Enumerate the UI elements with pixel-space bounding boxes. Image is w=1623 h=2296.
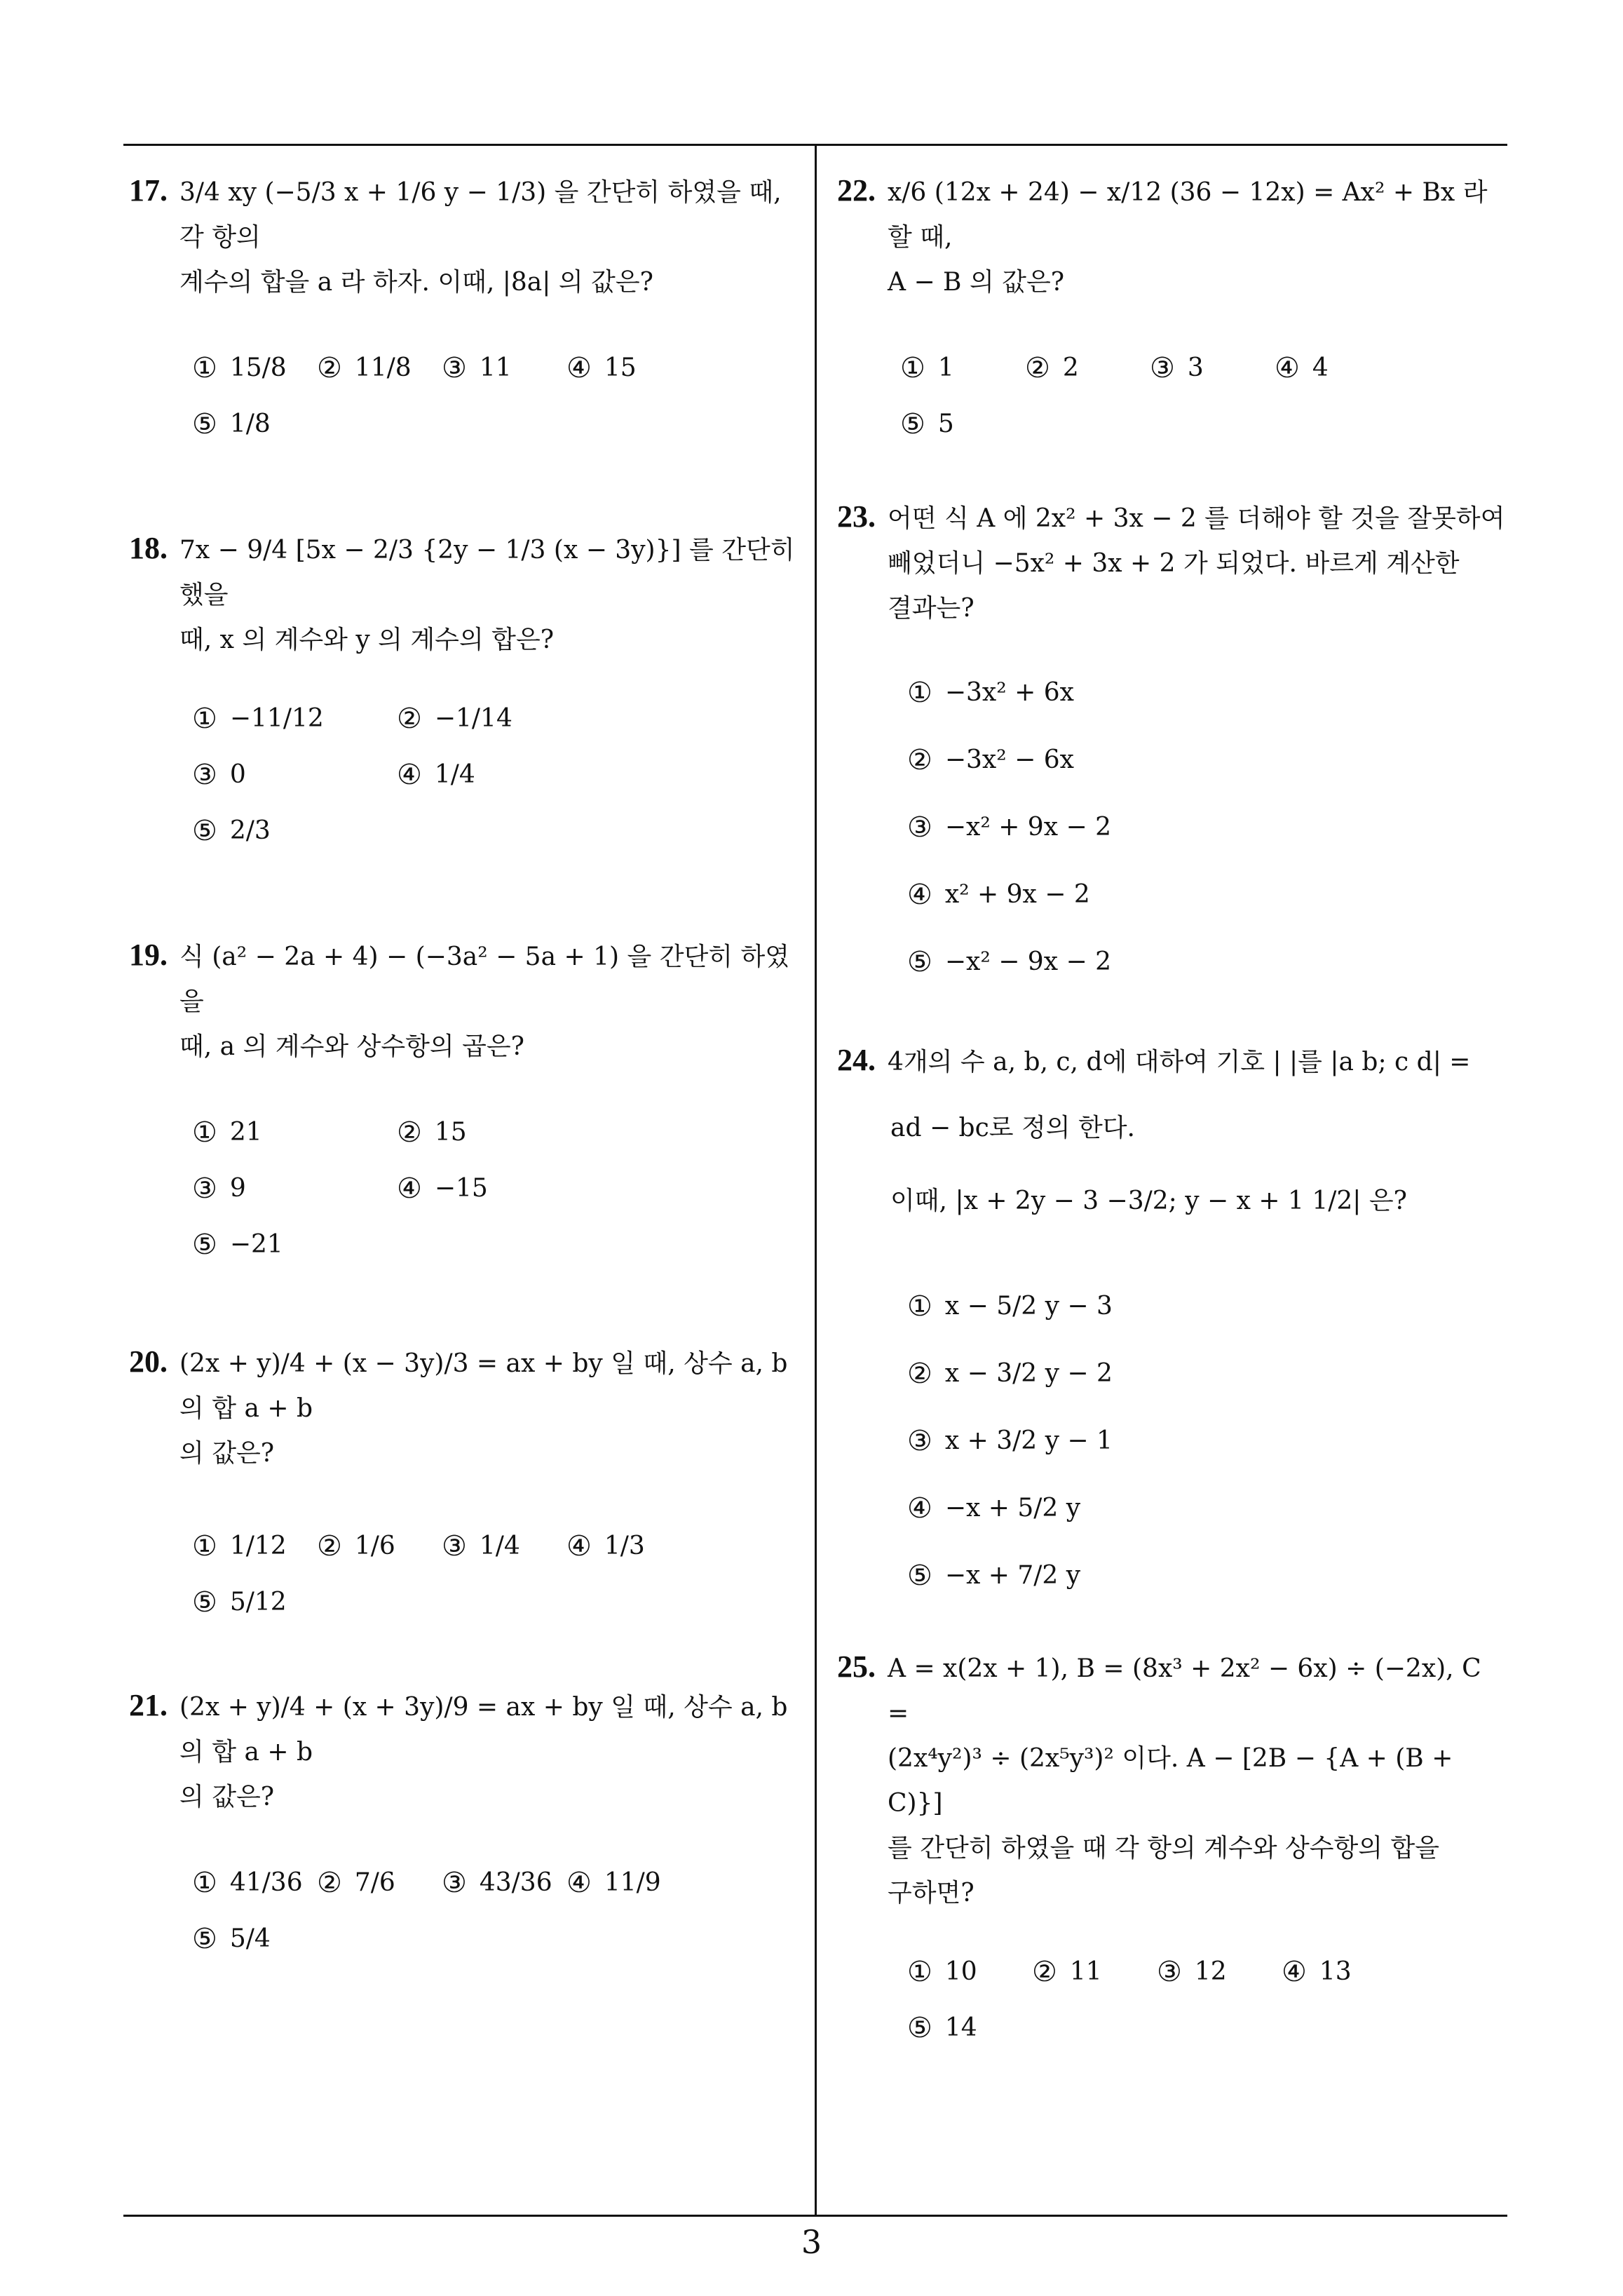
choice-value: 15 xyxy=(434,1118,467,1147)
choice-mark: ⑤ xyxy=(192,1923,217,1955)
question-expression: 식 (a² − 2a + 4) − (−3a² − 5a + 1) xyxy=(179,943,620,971)
choice-5[interactable] xyxy=(192,1911,317,1967)
choice-mark: ② xyxy=(1025,352,1050,384)
choice-value: 1/12 xyxy=(229,1532,287,1560)
question-text: 의 값은? xyxy=(179,1783,275,1811)
choice-4[interactable] xyxy=(1282,1944,1406,2000)
choice-mark: ③ xyxy=(907,1425,932,1457)
choice-mark: ② xyxy=(907,744,932,776)
choice-2[interactable] xyxy=(317,1855,442,1911)
question-17 xyxy=(129,168,802,452)
choice-value: 5/4 xyxy=(229,1924,271,1953)
question-number: 19. xyxy=(129,938,168,972)
choice-value: 14 xyxy=(944,2013,977,2042)
choice-mark: ④ xyxy=(566,352,592,384)
choice-mark: ④ xyxy=(397,759,422,791)
choice-mark: ① xyxy=(907,1956,932,1988)
question-expression: (2x + y)/4 + (x − 3y)/3 = ax + by xyxy=(179,1349,603,1378)
choice-3[interactable] xyxy=(442,340,566,396)
question-text: 의 값은? xyxy=(179,1439,275,1468)
choice-4[interactable] xyxy=(566,340,691,396)
question-23 xyxy=(837,494,1510,996)
choice-mark: ③ xyxy=(192,759,217,791)
choice-value: −x + 7/2 y xyxy=(944,1561,1081,1590)
choice-mark: ① xyxy=(192,1530,217,1562)
choice-value: 1 xyxy=(937,353,954,382)
choice-1[interactable] xyxy=(192,340,317,396)
choice-5[interactable] xyxy=(900,396,1025,452)
choice-value: 1/3 xyxy=(604,1532,645,1560)
choices xyxy=(129,1105,802,1273)
choice-mark: ① xyxy=(907,1290,932,1323)
choice-value: 12 xyxy=(1194,1957,1227,1986)
choice-2[interactable] xyxy=(1025,340,1150,396)
choice-5[interactable] xyxy=(192,1574,317,1630)
choice-4[interactable] xyxy=(397,1161,602,1217)
choice-mark: ⑤ xyxy=(192,1586,217,1619)
question-number: 17. xyxy=(129,173,168,208)
choice-value: 21 xyxy=(229,1118,262,1147)
choice-1[interactable] xyxy=(900,340,1025,396)
choice-value: −3x² − 6x xyxy=(944,745,1074,774)
choice-2[interactable] xyxy=(907,727,1214,794)
choice-1[interactable] xyxy=(907,659,1214,727)
question-21 xyxy=(129,1683,802,1967)
choice-3[interactable] xyxy=(442,1855,566,1911)
choice-value: 7/6 xyxy=(354,1868,395,1897)
choice-value: 43/36 xyxy=(479,1868,552,1897)
choice-value: 1/4 xyxy=(434,760,475,789)
question-number: 21. xyxy=(129,1688,168,1722)
choice-mark: ④ xyxy=(907,1492,932,1525)
choice-mark: ⑤ xyxy=(907,2012,932,2044)
question-text: 때, x 의 계수와 y 의 계수의 합은? xyxy=(179,626,555,654)
choice-mark: ④ xyxy=(566,1867,592,1899)
choice-value: 4 xyxy=(1312,353,1329,382)
bottom-rule xyxy=(123,2215,1507,2217)
choice-value: −21 xyxy=(229,1230,283,1259)
choice-4[interactable] xyxy=(907,1475,1214,1542)
choice-value: 11 xyxy=(1069,1957,1102,1986)
question-text: (2x⁴y²)³ ÷ (2x⁵y³)² 이다. A − [2B − {A + (B + C)}] xyxy=(888,1744,1453,1818)
question-19 xyxy=(129,933,802,1273)
question-text: 를 간단히 했을 xyxy=(179,536,795,609)
choice-value: −x + 5/2 y xyxy=(944,1494,1081,1522)
choice-value: 0 xyxy=(229,760,246,789)
choice-1[interactable] xyxy=(907,1944,1032,2000)
choice-value: 9 xyxy=(229,1174,246,1203)
choice-3[interactable] xyxy=(907,794,1214,861)
question-number: 18. xyxy=(129,531,168,565)
choice-mark: ③ xyxy=(1150,352,1175,384)
choice-mark: ⑤ xyxy=(192,1229,217,1261)
choice-3[interactable] xyxy=(192,1161,397,1217)
choice-mark: ③ xyxy=(442,352,467,384)
choice-5[interactable] xyxy=(192,803,397,859)
choice-value: 2/3 xyxy=(229,816,271,845)
choice-1[interactable] xyxy=(192,1105,397,1161)
question-20 xyxy=(129,1339,802,1630)
choice-mark: ② xyxy=(317,1867,342,1899)
choice-value: 5/12 xyxy=(229,1588,287,1616)
choice-3[interactable] xyxy=(192,747,397,803)
choices xyxy=(837,1273,1510,1609)
question-text: 을 간단히 하였을 xyxy=(179,943,790,1016)
choice-2[interactable] xyxy=(907,1340,1214,1407)
choice-mark: ③ xyxy=(442,1530,467,1562)
choice-3[interactable] xyxy=(907,1407,1214,1475)
choice-mark: ③ xyxy=(907,811,932,844)
choice-value: −x² − 9x − 2 xyxy=(944,947,1111,976)
choice-value: 3 xyxy=(1187,353,1204,382)
choices xyxy=(129,1855,802,1967)
choice-value: 2 xyxy=(1062,353,1079,382)
choice-4[interactable] xyxy=(566,1855,691,1911)
choice-4[interactable] xyxy=(566,1518,691,1574)
choice-mark: ② xyxy=(1032,1956,1057,1988)
choice-mark: ② xyxy=(397,703,422,735)
choice-mark: ⑤ xyxy=(907,1560,932,1592)
question-text: 를 간단히 하였을 때 각 항의 계수와 상수항의 합을 xyxy=(888,1834,1440,1863)
question-text: 라 할 때, xyxy=(888,178,1488,252)
choice-value: −15 xyxy=(434,1174,488,1203)
choice-mark: ① xyxy=(192,1867,217,1899)
choice-2[interactable] xyxy=(397,1105,602,1161)
choice-mark: ④ xyxy=(397,1173,422,1205)
choice-value: 1/8 xyxy=(229,410,271,438)
choice-2[interactable] xyxy=(317,340,442,396)
choice-value: −11/12 xyxy=(229,704,324,733)
question-number: 23. xyxy=(837,499,876,534)
question-text: ad − bc로 정의 한다. xyxy=(890,1114,1135,1142)
question-text: 때, a 의 계수와 상수항의 곱은? xyxy=(179,1032,524,1061)
choice-5[interactable] xyxy=(907,2000,1032,2056)
question-number: 22. xyxy=(837,173,876,208)
page-number: 3 xyxy=(801,2223,822,2261)
choice-value: 10 xyxy=(944,1957,977,1986)
choice-3[interactable] xyxy=(442,1518,566,1574)
choice-mark: ① xyxy=(192,1116,217,1149)
choice-mark: ② xyxy=(397,1116,422,1149)
choice-value: x + 3/2 y − 1 xyxy=(944,1426,1113,1455)
question-text: 빼었더니 −5x² + 3x + 2 가 되었다. 바르게 계산한 xyxy=(888,549,1460,578)
choice-value: x − 3/2 y − 2 xyxy=(944,1359,1113,1388)
choice-mark: ⑤ xyxy=(192,408,217,440)
choice-value: −3x² + 6x xyxy=(944,678,1074,707)
choice-1[interactable] xyxy=(192,691,397,747)
choice-value: x² + 9x − 2 xyxy=(944,880,1090,909)
choice-4[interactable] xyxy=(907,861,1214,928)
question-number: 24. xyxy=(837,1043,876,1077)
question-text: 결과는? xyxy=(888,594,975,623)
choice-value: 41/36 xyxy=(229,1868,303,1897)
question-18 xyxy=(129,526,802,859)
choice-mark: ③ xyxy=(442,1867,467,1899)
choice-value: −1/14 xyxy=(434,704,512,733)
question-text: 일 때, 상수 a, b의 합 a + b xyxy=(179,1693,788,1767)
choice-value: 11/8 xyxy=(354,353,412,382)
question-text: 어떤 식 A 에 2x² + 3x − 2 를 더해야 할 것을 잘못하여 xyxy=(888,504,1505,533)
choice-5[interactable] xyxy=(907,928,1214,996)
question-text: 4개의 수 a, b, c, d에 대하여 기호 | |를 |a b; c d| = xyxy=(888,1048,1471,1076)
question-text: 이때, |x + 2y − 3 −3/2; y − x + 1 1/2| 은? xyxy=(890,1187,1407,1215)
choice-1[interactable] xyxy=(192,1518,317,1574)
choice-1[interactable] xyxy=(192,1855,317,1911)
choice-value: 1/6 xyxy=(354,1532,395,1560)
question-text: 계수의 합을 a 라 하자. 이때, |8a| 의 값은? xyxy=(179,268,653,297)
choice-value: 15 xyxy=(604,353,637,382)
choice-mark: ② xyxy=(317,1530,342,1562)
question-text: 일 때, 상수 a, b의 합 a + b xyxy=(179,1349,788,1423)
question-text: 구하면? xyxy=(888,1879,975,1907)
choice-mark: ④ xyxy=(907,879,932,911)
question-25 xyxy=(837,1645,1510,2056)
choice-5[interactable] xyxy=(907,1542,1214,1609)
choice-2[interactable] xyxy=(397,691,602,747)
choice-mark: ⑤ xyxy=(907,946,932,978)
question-24 xyxy=(837,1038,1510,1609)
question-number: 20. xyxy=(129,1344,168,1379)
choice-value: 13 xyxy=(1319,1957,1352,1986)
choice-mark: ③ xyxy=(1157,1956,1182,1988)
choice-4[interactable] xyxy=(1275,340,1399,396)
choices xyxy=(837,1944,1510,2056)
choices xyxy=(129,340,802,452)
choice-3[interactable] xyxy=(1150,340,1275,396)
choices xyxy=(129,691,802,859)
column-divider xyxy=(815,144,817,2216)
choice-value: 1/4 xyxy=(479,1532,520,1560)
question-22 xyxy=(837,168,1510,452)
choice-2[interactable] xyxy=(1032,1944,1157,2000)
question-number: 25. xyxy=(837,1649,876,1684)
choice-mark: ① xyxy=(192,703,217,735)
choice-mark: ① xyxy=(192,352,217,384)
choice-mark: ④ xyxy=(1282,1956,1307,1988)
choice-2[interactable] xyxy=(317,1518,442,1574)
question-expression: 7x − 9/4 [5x − 2/3 {2y − 1/3 (x − 3y)}] xyxy=(179,536,681,565)
choice-value: 5 xyxy=(937,410,954,438)
question-text: 을 간단히 하였을 때, 각 항의 xyxy=(179,178,782,252)
choice-value: −x² + 9x − 2 xyxy=(944,813,1111,842)
choice-mark: ⑤ xyxy=(192,815,217,847)
choice-mark: ① xyxy=(900,352,925,384)
choice-value: 15/8 xyxy=(229,353,287,382)
choice-4[interactable] xyxy=(397,747,602,803)
choice-mark: ① xyxy=(907,677,932,709)
choice-5[interactable] xyxy=(192,396,317,452)
choices xyxy=(837,659,1510,996)
question-expression: x/6 (12x + 24) − x/12 (36 − 12x) = Ax² + Bx xyxy=(888,178,1455,207)
question-text: A = x(2x + 1), B = (8x³ + 2x² − 6x) ÷ (−2x), C = xyxy=(888,1654,1481,1728)
choice-5[interactable] xyxy=(192,1217,397,1273)
choice-3[interactable] xyxy=(1157,1944,1282,2000)
choice-value: 11 xyxy=(479,353,512,382)
choice-mark: ⑤ xyxy=(900,408,925,440)
choice-mark: ② xyxy=(317,352,342,384)
choice-1[interactable] xyxy=(907,1273,1214,1340)
choice-mark: ③ xyxy=(192,1173,217,1205)
choice-mark: ② xyxy=(907,1358,932,1390)
question-expression: (2x + y)/4 + (x + 3y)/9 = ax + by xyxy=(179,1693,603,1722)
question-text: A − B 의 값은? xyxy=(888,268,1065,297)
choices xyxy=(837,340,1510,452)
choice-value: 11/9 xyxy=(604,1868,661,1897)
question-expression: 3/4 xy (−5/3 x + 1/6 y − 1/3) xyxy=(179,178,547,207)
choice-mark: ④ xyxy=(566,1530,592,1562)
choice-value: x − 5/2 y − 3 xyxy=(944,1292,1113,1321)
choices xyxy=(129,1518,802,1630)
choice-mark: ④ xyxy=(1275,352,1300,384)
